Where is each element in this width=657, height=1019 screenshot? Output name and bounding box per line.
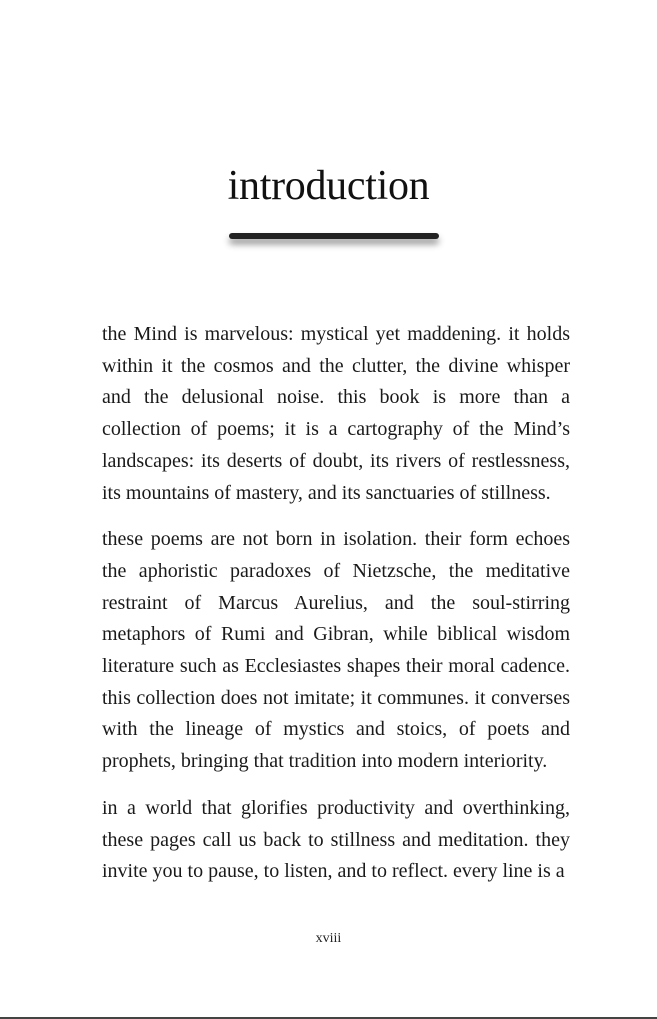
paragraph-3: in a world that glorifies productivity and overthinking, these pages call us back to stillness and meditation. they invite you to pause, to listen, and to reflect. every line is a bbox=[102, 796, 570, 883]
paragraph-2: these poems are not born in isolation. their form echoes the aphoristic paradoxes of Nietzsche, the meditative restraint of Marcus Aurelius, and the soul-stirring metaphors of Rumi and Gibran, while biblical wisdom literature such as Ecclesiastes shapes their moral cadence. this collection does not imitate; it communes. it converses with the lineage of mystics and stoics, of poets and prophets, bringing that tradition into modern interiority. bbox=[102, 528, 570, 773]
title-underline-divider bbox=[229, 233, 439, 239]
page-number: xviii bbox=[315, 931, 342, 946]
chapter-title: introduction bbox=[227, 163, 430, 209]
paragraph-1: the Mind is marvelous: mystical yet maddening. it holds within it the cosmos and the clutter, the divine whisper and the delusional noise. this book is more than a collection of poems; it is a cartography of the Mind’s landscapes: its deserts of doubt, its rivers of restlessness, its mountains of mastery, and its sanctuaries of stillness. bbox=[102, 323, 570, 504]
body-text bbox=[102, 319, 570, 903]
